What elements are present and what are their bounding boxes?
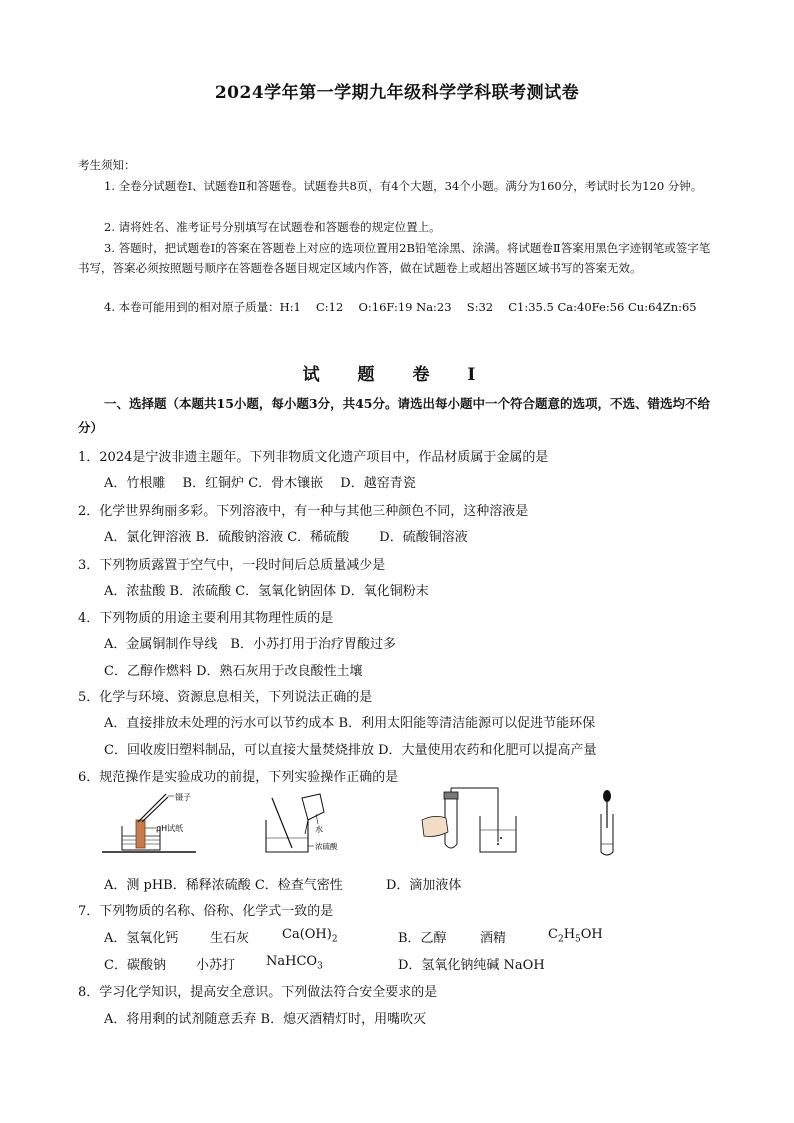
question-2-options: A．氯化钾溶液 B．硫酸钠溶液 C．稀硫酸 D．硫酸铜溶液 [104, 530, 468, 545]
water-label: 水 [315, 825, 323, 834]
question-7-option-b-common: 酒精 [480, 931, 507, 946]
question-7-option-a-formula: $Ca(OH)_2$ [282, 927, 338, 945]
question-4-stem: 4．下列物质的用途主要利用其物理性质的是 [78, 611, 334, 626]
notice-heading: 考生须知： [78, 158, 136, 172]
question-7-option-a-common: 生石灰 [210, 931, 250, 946]
question-7-stem: 7．下列物质的名称、俗称、化学式一致的是 [78, 904, 334, 919]
question-8-options: A．将用剩的试剂随意丢弃 B．熄灭酒精灯时，用嘴吹灭 [104, 1012, 427, 1027]
question-2-stem: 2．化学世界绚丽多彩。下列溶液中，有一种与其他三种颜色不同，这种溶液是 [78, 504, 529, 519]
question-3-stem: 3．下列物质露置于空气中，一段时间后总质量减少是 [78, 558, 386, 573]
section-instruction: 一、选择题（本题共15小题，每小题3分，共45分。请选出每小题中一个符合题意的选项，不选、错选均不给分） [78, 396, 710, 435]
question-7-option-d: D．氢氧化钠纯碱 NaOH [398, 958, 545, 973]
notice-item-4: 4. 本卷可能用到的相对原子质量：H:1 C:12 O:16F:19 Na:23 S:32 C1:35.5 Ca:40Fe:56 Cu:64Zn:65 [104, 300, 697, 314]
question-1-options: A．竹根雕 B．红铜炉 C．骨木镶嵌 D．越窑青瓷 [104, 476, 416, 491]
question-4-options-line-2: C．乙醇作燃料 D．熟石灰用于改良酸性土壤 [104, 664, 363, 679]
question-8-stem: 8．学习化学知识，提高安全意识。下列做法符合安全要求的是 [78, 985, 438, 1000]
question-5-options-line-2: C．回收废旧塑料制品，可以直接大量焚烧排放 D．大量使用农药和化肥可以提高产量 [104, 743, 597, 758]
notice-item-2: 2. 请将姓名、准考证号分别填写在试题卷和答题卷的规定位置上。 [104, 220, 441, 234]
question-7-option-c-common: 小苏打 [196, 958, 236, 973]
page-title: 2024学年第一学期九年级科学学科联考测试卷 [214, 83, 580, 103]
conc-acid-label: 浓硫酸 [315, 842, 338, 851]
ph-paper-label: pH试纸 [156, 824, 184, 833]
tweezers-label: 镊子 [175, 793, 191, 802]
dilute-acid-diagram [258, 790, 358, 858]
question-3-options: A．浓盐酸 B．浓硫酸 C．氢氧化钠固体 D．氧化铜粉末 [104, 584, 429, 599]
question-6-options: A．测 pHB．稀释浓硫酸 C．检查气密性 D．滴加液体 [104, 878, 462, 893]
question-7-option-a-name: A．氢氧化钙 [104, 931, 179, 946]
question-5-options-line-1: A．直接排放未处理的污水可以节约成本 B．利用太阳能等清洁能源可以促进节能环保 [104, 716, 596, 731]
airtightness-diagram [418, 786, 528, 858]
question-6-stem: 6．规范操作是实验成功的前提，下列实验操作正确的是 [78, 770, 399, 785]
question-7-option-b-formula: $C_2H_5OH$ [548, 927, 603, 945]
notice-item-3: 3. 答题时，把试题卷Ⅰ的答案在答题卷上对应的选项位置用2B铅笔涂黑、涂满。将试题卷Ⅱ答案用黑色字迹钢笔或签字笔书写，答案必须按照题号顺序在答题卷各题目规定区域内作答，做在试题卷上或超出答题区域书写的答案无效。 [78, 241, 711, 275]
question-7-option-b-name: B．乙醇 [398, 931, 447, 946]
question-7-option-c-name: C．碳酸钠 [104, 958, 166, 973]
section-title: 试 题 卷 I [302, 365, 492, 385]
question-7-option-c-formula: NaHCO$_3$ [266, 954, 323, 972]
question-5-stem: 5．化学与环境、资源息息相关，下列说法正确的是 [78, 690, 373, 705]
question-4-options-line-1: A．金属铜制作导线 B．小苏打用于治疗胃酸过多 [104, 637, 396, 652]
ph-test-diagram [100, 790, 210, 858]
dropper-diagram [588, 788, 628, 860]
notice-item-1: 1. 全卷分试题卷Ⅰ、试题卷Ⅱ和答题卷。试题卷共8页，有4个大题，34个小题。满分为160分，考试时长为120 分钟。 [104, 179, 703, 193]
question-1-stem: 1．2024是宁波非遗主题年。下列非物质文化遗产项目中，作品材质属于金属的是 [78, 450, 549, 465]
